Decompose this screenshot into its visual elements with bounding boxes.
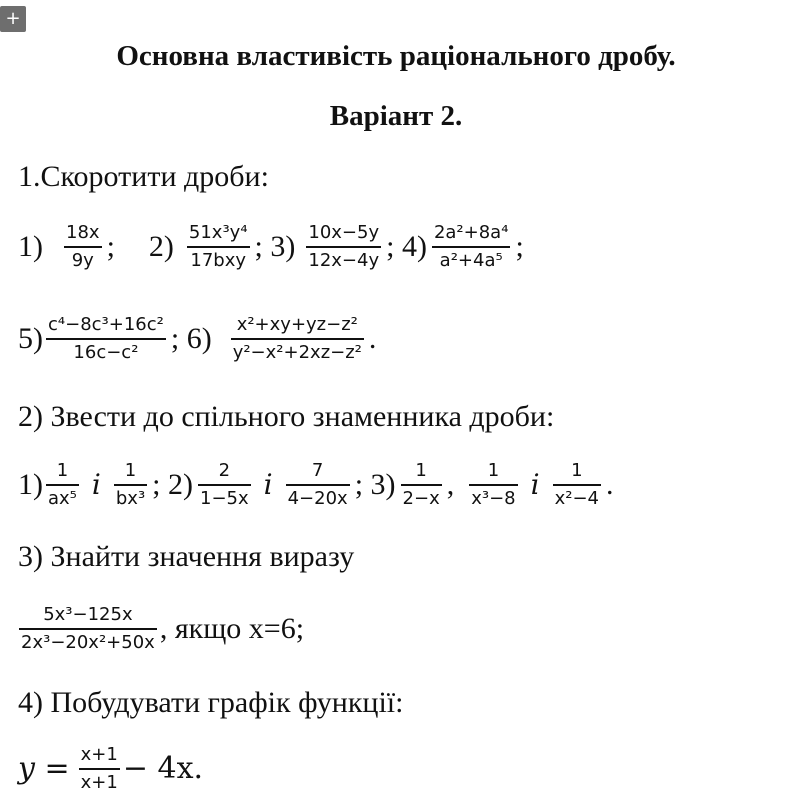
fraction-1 xyxy=(64,222,102,272)
task2-heading: 2) Звести до спільного знаменника дроби: xyxy=(18,400,555,433)
function-fraction xyxy=(79,744,120,794)
separator: , xyxy=(446,467,455,501)
denominator: 17bxy xyxy=(190,249,247,271)
numerator: 2a²+8a⁴ xyxy=(433,222,509,243)
denominator: 9y xyxy=(71,249,94,271)
denominator: 2x³−20x²+50x xyxy=(21,631,155,653)
task3-expression xyxy=(16,604,304,654)
task1-heading: 1.Скоротити дроби: xyxy=(18,160,269,193)
fraction-f xyxy=(469,460,517,510)
item-label: 1) xyxy=(18,229,43,263)
denominator: y²−x²+2xz−z² xyxy=(232,341,362,363)
fraction-3 xyxy=(306,222,381,272)
numerator: 18x xyxy=(66,222,100,243)
fraction-bar xyxy=(187,246,250,248)
fraction-bar xyxy=(306,246,381,248)
fraction-bar xyxy=(469,484,517,486)
denominator: x+1 xyxy=(80,771,118,793)
denominator: 12x−4y xyxy=(308,249,380,271)
task1-row2 xyxy=(18,314,378,364)
fraction-e xyxy=(401,460,442,510)
fraction-2 xyxy=(187,222,250,272)
expression-fraction xyxy=(19,604,157,654)
fraction-6 xyxy=(231,314,364,364)
fraction-bar xyxy=(46,484,79,486)
fraction-d xyxy=(286,460,350,510)
fraction-5 xyxy=(46,314,166,364)
item-label: 1) xyxy=(18,467,43,501)
numerator: 7 xyxy=(311,460,324,481)
numerator: 1 xyxy=(56,460,69,481)
fraction-bar xyxy=(198,484,251,486)
denominator: 16c−c² xyxy=(73,341,139,363)
separator: . xyxy=(606,467,614,501)
separator: ; xyxy=(515,229,524,263)
separator: ; 4) xyxy=(386,229,427,263)
fraction-b xyxy=(114,460,147,510)
task4-function xyxy=(18,744,203,794)
numerator: 10x−5y xyxy=(308,222,380,243)
separator: ; xyxy=(106,229,115,263)
function-lhs: y = xyxy=(18,751,70,787)
function-tail: − 4x. xyxy=(122,751,204,787)
task2-row xyxy=(18,460,616,510)
add-button[interactable]: + xyxy=(0,6,26,32)
item-label: 2) xyxy=(148,229,174,263)
condition-text: , якщо х=6; xyxy=(159,611,305,645)
numerator: x²+xy+yz−z² xyxy=(236,314,358,335)
fraction-bar xyxy=(79,768,120,770)
denominator: 2−x xyxy=(402,487,440,509)
numerator: 2 xyxy=(218,460,231,481)
fraction-bar xyxy=(46,338,166,340)
denominator: 1−5x xyxy=(200,487,249,509)
denominator: x²−4 xyxy=(554,487,599,509)
fraction-bar xyxy=(19,628,157,630)
fraction-bar xyxy=(286,484,350,486)
numerator: 1 xyxy=(415,460,427,481)
fraction-bar xyxy=(114,484,147,486)
separator: ; 2) xyxy=(152,467,193,501)
fraction-g xyxy=(553,460,601,510)
fraction-bar xyxy=(64,246,102,248)
numerator: 51x³y⁴ xyxy=(188,222,248,243)
task4-heading: 4) Побудувати графік функції: xyxy=(18,686,404,719)
conjunction: і xyxy=(263,468,273,502)
fraction-c xyxy=(198,460,251,510)
item-label: 5) xyxy=(18,321,43,355)
denominator: 4−20x xyxy=(287,487,348,509)
separator: ; 6) xyxy=(170,321,212,355)
numerator: 1 xyxy=(487,460,500,481)
numerator: 1 xyxy=(571,460,583,481)
numerator: x+1 xyxy=(80,744,118,765)
fraction-4 xyxy=(432,222,510,272)
numerator: c⁴−8c³+16c² xyxy=(48,314,164,335)
numerator: 1 xyxy=(124,460,137,481)
conjunction: і xyxy=(530,468,540,502)
task1-row1 xyxy=(18,222,526,272)
denominator: x³−8 xyxy=(471,487,516,509)
denominator: a²+4a⁵ xyxy=(439,249,503,271)
fraction-bar xyxy=(401,484,442,486)
separator: . xyxy=(368,321,377,355)
conjunction: і xyxy=(91,468,101,502)
fraction-a xyxy=(46,460,79,510)
numerator: 5x³−125x xyxy=(43,604,133,625)
separator: ; 3) xyxy=(254,229,296,263)
denominator: ax⁵ xyxy=(48,487,77,509)
separator: ; 3) xyxy=(354,467,396,501)
denominator: bx³ xyxy=(115,487,146,509)
fraction-bar xyxy=(553,484,601,486)
fraction-bar xyxy=(432,246,510,248)
variant-title: Варіант 2. xyxy=(329,100,463,132)
task3-heading: 3) Знайти значення виразу xyxy=(18,540,355,573)
document-title: Основна властивість раціонального дробу. xyxy=(116,40,676,72)
fraction-bar xyxy=(231,338,364,340)
